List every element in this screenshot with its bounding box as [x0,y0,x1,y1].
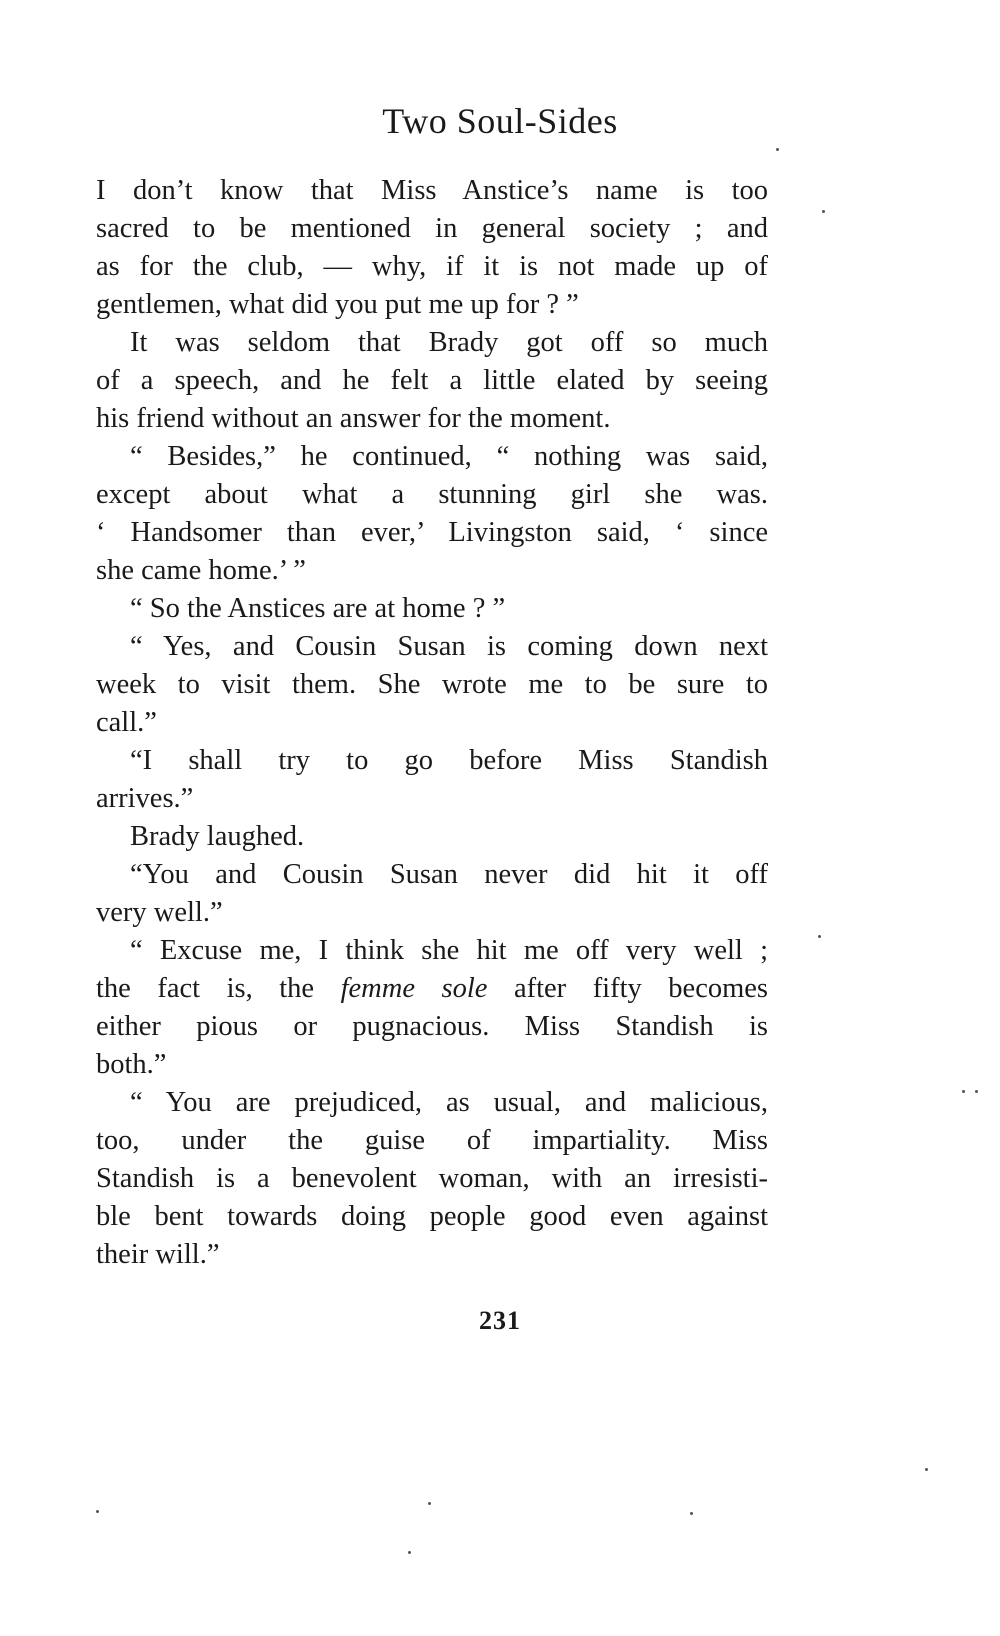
text-line: except about what a stunning girl she was. [96,479,768,510]
text-line: “ Besides,” he continued, “ nothing was said, [130,441,768,472]
scan-speck [925,1468,928,1471]
text-line: I don’t know that Miss Anstice’s name is too [96,175,768,206]
scan-speck [408,1551,411,1554]
scan-speck [96,1510,99,1513]
text-line: either pious or pugnacious. Miss Standish is [96,1011,768,1042]
text-line: gentlemen, what did you put me up for ? ” [96,289,579,320]
text-line: sacred to be mentioned in general society ; and [96,213,768,244]
text-line: Standish is a benevolent woman, with an irresisti- [96,1163,768,1194]
text-line: of a speech, and he felt a little elated by seeing [96,365,768,396]
text-line: as for the club, — why, if it is not made up of [96,251,768,282]
text-line: both.” [96,1049,167,1080]
text-line: Brady laughed. [130,821,305,852]
running-head: Two Soul-Sides [382,101,618,141]
text-line: It was seldom that Brady got off so much [130,327,768,358]
body-text [96,172,768,1274]
text-line: very well.” [96,897,223,928]
text-line: ‘ Handsomer than ever,’ Livingston said, ‘ since [96,517,768,548]
scan-speck [818,935,821,938]
scan-speck [776,148,779,151]
text-line: ble bent towards doing people good even against [96,1201,768,1232]
text-line: “ You are prejudiced, as usual, and malicious, [130,1087,768,1118]
text-line: she came home.’ ” [96,555,306,586]
text-line: call.” [96,707,157,738]
text-line: arrives.” [96,783,194,814]
text-line: “ Excuse me, I think she hit me off very well ; [130,935,768,966]
text-line: “I shall try to go before Miss Standish [130,745,768,776]
scan-speck [822,210,825,213]
scan-speck [975,1090,978,1093]
text-line: his friend without an answer for the moment. [96,403,611,434]
text-line: too, under the guise of impartiality. Miss [96,1125,768,1156]
text-line: their will.” [96,1239,220,1270]
scan-speck [690,1512,693,1515]
italic-phrase: femme sole [340,973,488,1004]
text-line: “You and Cousin Susan never did hit it off [130,859,768,890]
text-line: “ Yes, and Cousin Susan is coming down next [130,631,768,662]
page-number: 231 [479,1306,521,1335]
text-line: the fact is, the femme sole after fifty becomes [96,973,769,1004]
scan-speck [962,1090,965,1093]
scan-speck [428,1502,431,1505]
text-line: week to visit them. She wrote me to be sure to [96,669,768,700]
text-line: “ So the Anstices are at home ? ” [130,593,506,624]
